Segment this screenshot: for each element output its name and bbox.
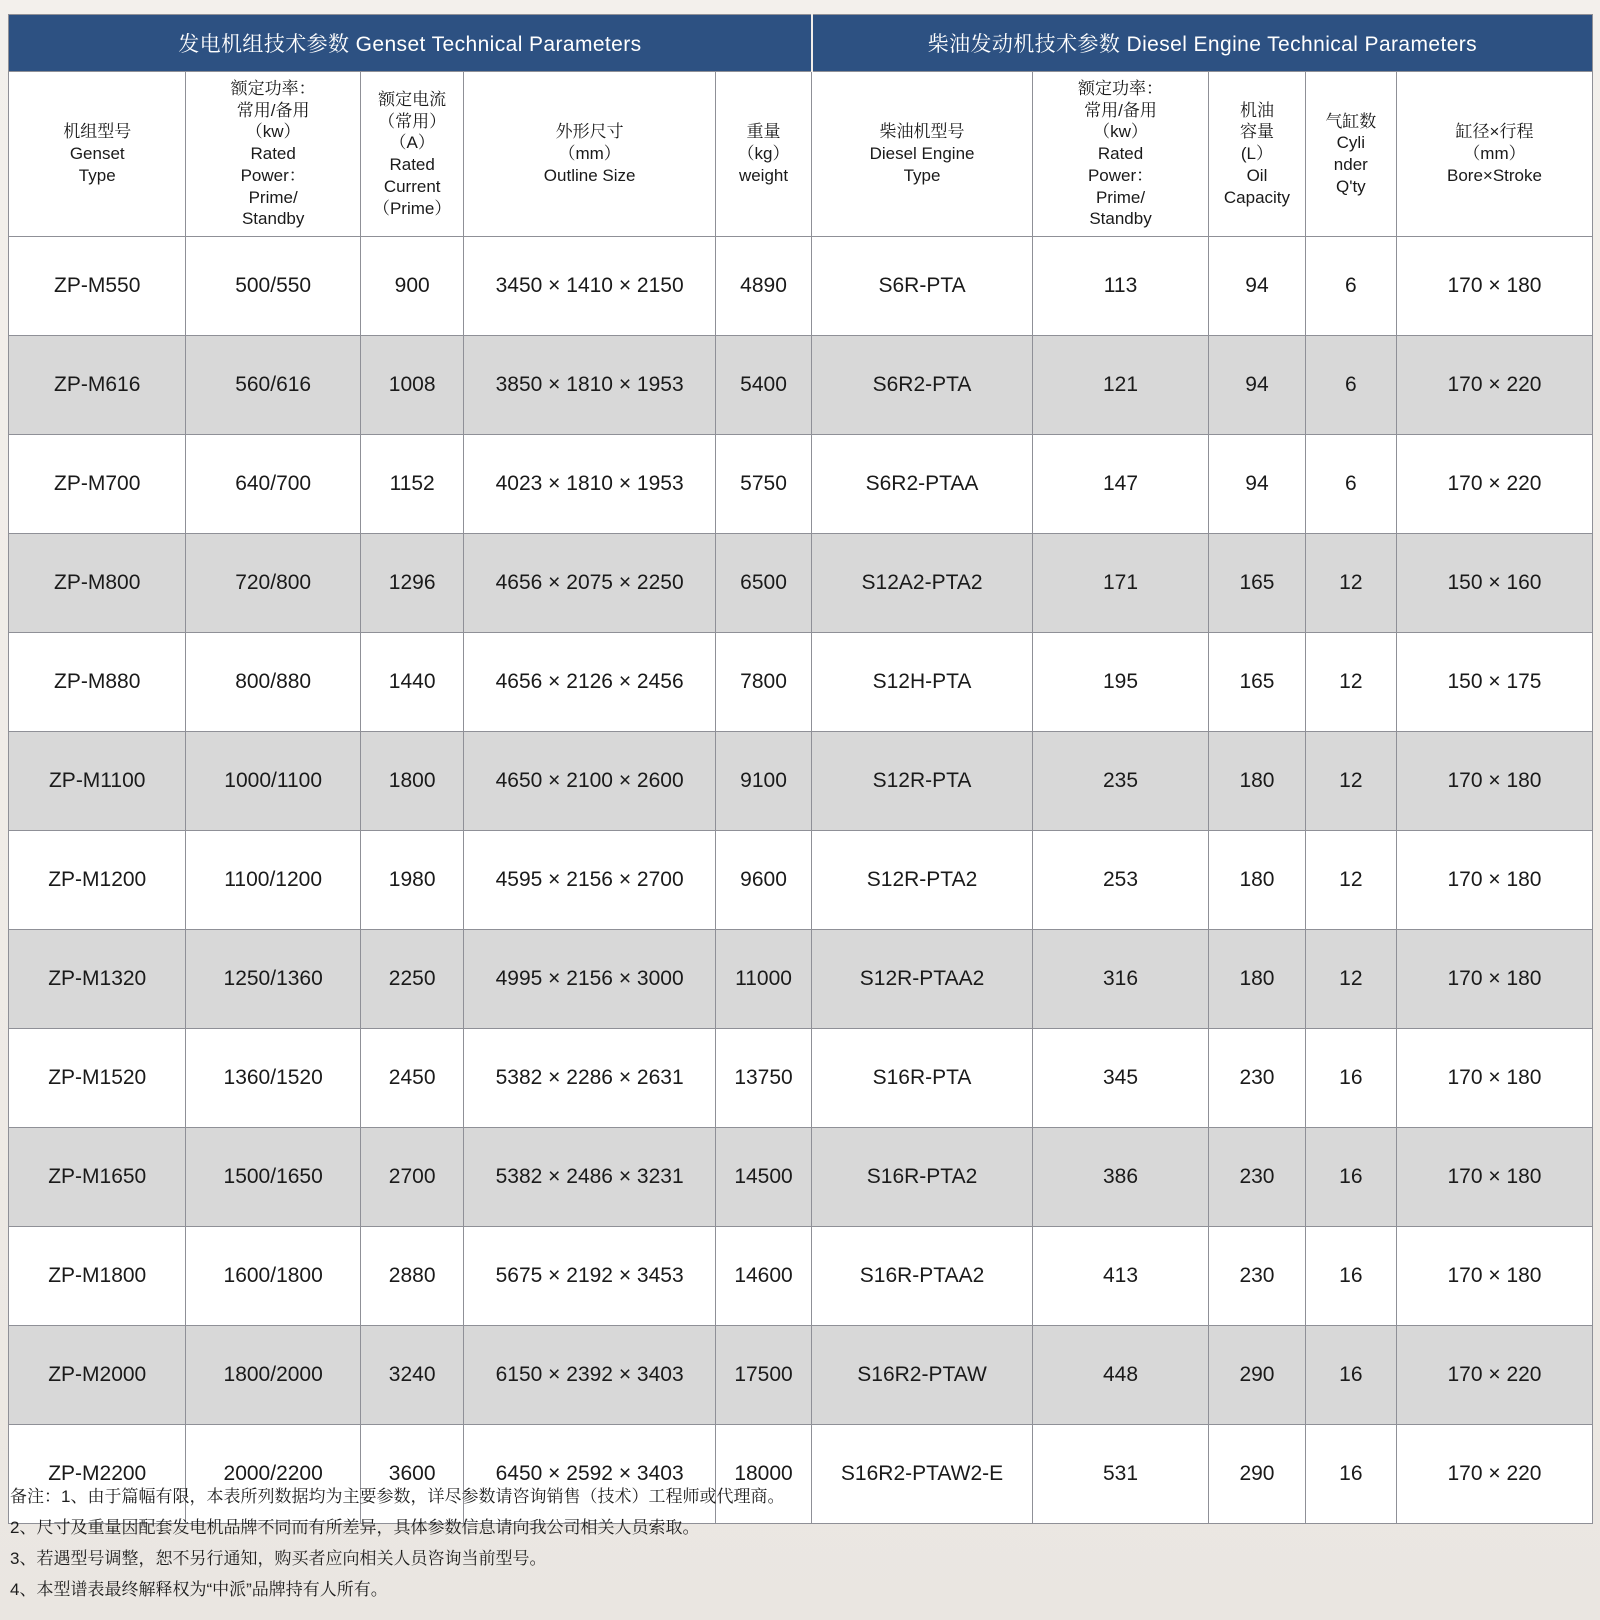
cell-r7-c7: 253 [1032,831,1208,930]
cell-r10-c5: 14500 [715,1128,811,1227]
cell-r2-c9: 6 [1305,336,1396,435]
cell-r7-c3: 1980 [360,831,464,930]
cell-r3-c4: 4023 × 1810 × 1953 [464,435,715,534]
cell-r3-c5: 5750 [715,435,811,534]
table-row [9,732,1593,831]
cell-r13-c8: 290 [1209,1425,1305,1524]
cell-r13-c4: 6450 × 2592 × 3403 [464,1425,715,1524]
column-header-en: Bore×Stroke [1446,165,1542,185]
cell-r1-c1: ZP-M550 [9,237,186,336]
cell-r5-c6: S12H-PTA [812,633,1033,732]
note-line-1: 备注：1、由于篇幅有限，本表所列数据均为主要参数，详尽参数请咨询销售（技术）工程师或代理商。 [10,1487,785,1506]
cell-r11-c10: 170 × 180 [1396,1227,1592,1326]
cell-r4-c3: 1296 [360,534,464,633]
column-header-1 [9,72,186,237]
cell-r9-c7: 345 [1032,1029,1208,1128]
column-header-10 [1396,72,1592,237]
cell-r11-c4: 5675 × 2192 × 3453 [464,1227,715,1326]
column-header-cn: 气缸数 [1325,111,1377,131]
cell-r11-c8: 230 [1209,1227,1305,1326]
column-header-4 [464,72,715,237]
column-header-9 [1305,72,1396,237]
cell-r10-c10: 170 × 180 [1396,1128,1592,1227]
cell-r9-c4: 5382 × 2286 × 2631 [464,1029,715,1128]
cell-r6-c1: ZP-M1100 [9,732,186,831]
cell-r13-c3: 3600 [360,1425,464,1524]
cell-r2-c4: 3850 × 1810 × 1953 [464,336,715,435]
column-header-cn: 重量 （kg） [737,122,790,164]
cell-r10-c7: 386 [1032,1128,1208,1227]
cell-r2-c10: 170 × 220 [1396,336,1592,435]
cell-r3-c10: 170 × 220 [1396,435,1592,534]
column-header-en: Rated Current （Prime） [372,155,452,218]
column-header-en: Rated Power： Prime/ Standby [1087,144,1154,229]
table-row [9,831,1593,930]
column-header-en: Oil Capacity [1223,165,1291,207]
cell-r11-c6: S16R-PTAA2 [812,1227,1033,1326]
cell-r2-c1: ZP-M616 [9,336,186,435]
cell-r11-c5: 14600 [715,1227,811,1326]
cell-r2-c3: 1008 [360,336,464,435]
cell-r6-c7: 235 [1032,732,1208,831]
cell-r7-c5: 9600 [715,831,811,930]
table-row [9,336,1593,435]
column-header-cn: 机组型号 [63,122,132,142]
cell-r12-c6: S16R2-PTAW [812,1326,1033,1425]
cell-r3-c8: 94 [1209,435,1305,534]
cell-r5-c4: 4656 × 2126 × 2456 [464,633,715,732]
cell-r8-c10: 170 × 180 [1396,930,1592,1029]
cell-r12-c8: 290 [1209,1326,1305,1425]
cell-r1-c3: 900 [360,237,464,336]
column-header-en: weight [738,165,789,185]
column-header-6 [812,72,1033,237]
cell-r4-c6: S12A2-PTA2 [812,534,1033,633]
cell-r10-c6: S16R-PTA2 [812,1128,1033,1227]
cell-r10-c9: 16 [1305,1128,1396,1227]
cell-r13-c10: 170 × 220 [1396,1425,1592,1524]
cell-r11-c2: 1600/1800 [186,1227,360,1326]
cell-r3-c9: 6 [1305,435,1396,534]
cell-r7-c4: 4595 × 2156 × 2700 [464,831,715,930]
cell-r5-c5: 7800 [715,633,811,732]
cell-r9-c1: ZP-M1520 [9,1029,186,1128]
cell-r2-c8: 94 [1209,336,1305,435]
cell-r3-c6: S6R2-PTAA [812,435,1033,534]
cell-r9-c2: 1360/1520 [186,1029,360,1128]
cell-r1-c6: S6R-PTA [812,237,1033,336]
column-header-cn: 机油 容量 (L） [1239,100,1274,164]
table-row [9,930,1593,1029]
cell-r12-c1: ZP-M2000 [9,1326,186,1425]
column-header-en: Genset Type [69,144,125,185]
cell-r2-c5: 5400 [715,336,811,435]
cell-r11-c1: ZP-M1800 [9,1227,186,1326]
cell-r3-c3: 1152 [360,435,464,534]
group-header-genset: 发电机组技术参数 Genset Technical Parameters [9,15,812,72]
cell-r12-c4: 6150 × 2392 × 3403 [464,1326,715,1425]
cell-r13-c6: S16R2-PTAW2-E [812,1425,1033,1524]
column-header-cn: 额定电流 （常用） （A） [378,89,447,153]
cell-r11-c7: 413 [1032,1227,1208,1326]
cell-r5-c9: 12 [1305,633,1396,732]
cell-r7-c9: 12 [1305,831,1396,930]
cell-r7-c10: 170 × 180 [1396,831,1592,930]
cell-r8-c2: 1250/1360 [186,930,360,1029]
cell-r6-c2: 1000/1100 [186,732,360,831]
cell-r8-c7: 316 [1032,930,1208,1029]
column-header-cn: 额定功率： 常用/备用 （kw） [1078,78,1164,142]
cell-r10-c4: 5382 × 2486 × 3231 [464,1128,715,1227]
cell-r13-c2: 2000/2200 [186,1425,360,1524]
cell-r10-c2: 1500/1650 [186,1128,360,1227]
note-line-3: 3、若遇型号调整，恕不另行通知，购买者应向相关人员咨询当前型号。 [10,1548,547,1568]
notes-block [10,1482,1570,1606]
column-header-cn: 柴油机型号 [879,122,965,142]
cell-r10-c3: 2700 [360,1128,464,1227]
cell-r10-c1: ZP-M1650 [9,1128,186,1227]
cell-r7-c8: 180 [1209,831,1305,930]
cell-r7-c2: 1100/1200 [186,831,360,930]
cell-r8-c4: 4995 × 2156 × 3000 [464,930,715,1029]
column-header-row [9,72,1593,237]
cell-r4-c8: 165 [1209,534,1305,633]
column-header-en: Cyli nder Q'ty [1333,133,1368,196]
cell-r2-c7: 121 [1032,336,1208,435]
cell-r10-c8: 230 [1209,1128,1305,1227]
cell-r3-c7: 147 [1032,435,1208,534]
cell-r4-c1: ZP-M800 [9,534,186,633]
table-row [9,1326,1593,1425]
group-header-row [9,15,1593,72]
cell-r6-c10: 170 × 180 [1396,732,1592,831]
cell-r12-c9: 16 [1305,1326,1396,1425]
table-row [9,435,1593,534]
cell-r6-c8: 180 [1209,732,1305,831]
specification-table [8,14,1593,1524]
group-header-engine: 柴油发动机技术参数 Diesel Engine Technical Parameters [812,15,1593,72]
table-head [9,15,1593,237]
cell-r13-c5: 18000 [715,1425,811,1524]
cell-r13-c1: ZP-M2200 [9,1425,186,1524]
cell-r4-c9: 12 [1305,534,1396,633]
column-header-cn: 外形尺寸 （mm） [555,122,624,164]
note-line-2: 2、尺寸及重量因配套发电机品牌不同而有所差异，具体参数信息请向我公司相关人员索取。 [10,1517,700,1537]
cell-r2-c2: 560/616 [186,336,360,435]
cell-r8-c3: 2250 [360,930,464,1029]
cell-r1-c8: 94 [1209,237,1305,336]
table-row [9,1227,1593,1326]
cell-r13-c9: 16 [1305,1425,1396,1524]
cell-r9-c10: 170 × 180 [1396,1029,1592,1128]
cell-r3-c1: ZP-M700 [9,435,186,534]
cell-r12-c10: 170 × 220 [1396,1326,1592,1425]
cell-r1-c2: 500/550 [186,237,360,336]
cell-r8-c9: 12 [1305,930,1396,1029]
cell-r5-c7: 195 [1032,633,1208,732]
column-header-en: Diesel Engine Type [869,144,975,185]
cell-r7-c6: S12R-PTA2 [812,831,1033,930]
cell-r4-c2: 720/800 [186,534,360,633]
cell-r6-c4: 4650 × 2100 × 2600 [464,732,715,831]
cell-r5-c2: 800/880 [186,633,360,732]
cell-r5-c3: 1440 [360,633,464,732]
table-row [9,1029,1593,1128]
table-row [9,633,1593,732]
cell-r12-c3: 3240 [360,1326,464,1425]
cell-r9-c8: 230 [1209,1029,1305,1128]
cell-r6-c3: 1800 [360,732,464,831]
cell-r9-c6: S16R-PTA [812,1029,1033,1128]
cell-r9-c3: 2450 [360,1029,464,1128]
cell-r11-c3: 2880 [360,1227,464,1326]
cell-r6-c5: 9100 [715,732,811,831]
cell-r5-c1: ZP-M880 [9,633,186,732]
cell-r6-c9: 12 [1305,732,1396,831]
cell-r8-c6: S12R-PTAA2 [812,930,1033,1029]
cell-r8-c5: 11000 [715,930,811,1029]
column-header-en: Rated Power： Prime/ Standby [240,144,306,229]
column-header-en: Outline Size [543,165,636,185]
cell-r5-c10: 150 × 175 [1396,633,1592,732]
cell-r9-c9: 16 [1305,1029,1396,1128]
column-header-8 [1209,72,1305,237]
cell-r4-c7: 171 [1032,534,1208,633]
column-header-5 [715,72,811,237]
cell-r12-c2: 1800/2000 [186,1326,360,1425]
cell-r1-c9: 6 [1305,237,1396,336]
cell-r8-c1: ZP-M1320 [9,930,186,1029]
table-body [9,237,1593,1524]
cell-r2-c6: S6R2-PTA [812,336,1033,435]
column-header-cn: 额定功率： 常用/备用 （kw） [230,78,316,142]
cell-r6-c6: S12R-PTA [812,732,1033,831]
cell-r11-c9: 16 [1305,1227,1396,1326]
column-header-cn: 缸径×行程 （mm） [1455,122,1534,164]
note-line-4: 4、本型谱表最终解释权为“中派”品牌持有人所有。 [10,1579,388,1599]
cell-r1-c10: 170 × 180 [1396,237,1592,336]
cell-r4-c4: 4656 × 2075 × 2250 [464,534,715,633]
cell-r5-c8: 165 [1209,633,1305,732]
cell-r1-c5: 4890 [715,237,811,336]
cell-r12-c5: 17500 [715,1326,811,1425]
cell-r1-c7: 113 [1032,237,1208,336]
column-header-2 [186,72,360,237]
cell-r4-c5: 6500 [715,534,811,633]
cell-r13-c7: 531 [1032,1425,1208,1524]
cell-r7-c1: ZP-M1200 [9,831,186,930]
table-row [9,534,1593,633]
cell-r3-c2: 640/700 [186,435,360,534]
cell-r4-c10: 150 × 160 [1396,534,1592,633]
cell-r8-c8: 180 [1209,930,1305,1029]
table-row [9,1128,1593,1227]
table-row [9,237,1593,336]
cell-r12-c7: 448 [1032,1326,1208,1425]
column-header-3 [360,72,464,237]
column-header-7 [1032,72,1208,237]
cell-r9-c5: 13750 [715,1029,811,1128]
cell-r1-c4: 3450 × 1410 × 2150 [464,237,715,336]
